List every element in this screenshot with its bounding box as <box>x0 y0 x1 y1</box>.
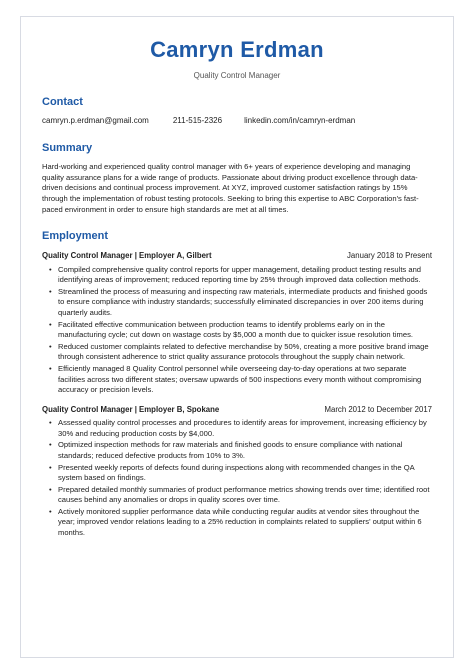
job-bullets <box>42 265 432 396</box>
job-bullet: • Compiled comprehensive quality control reports for upper management, detailing product testing results and identifying areas of improvement; reduced reporting time by 25% through improved data collection methods. <box>58 265 432 286</box>
job-bullet: • Assessed quality control processes and procedures to identify areas for improvement, increasing efficiency by 30% and reducing production costs by $4,000. <box>58 418 432 439</box>
contact-linkedin[interactable]: linkedin.com/in/camryn-erdman <box>244 116 356 126</box>
summary-text: Hard-working and experienced quality control manager with 6+ years of experience developing and managing quality assurance plans for a wide range of products. Passionate about driving product excellence through data-driven decisions and continual process improvement. At XYZ, improved customer satisfaction ratings by 15% through the implementation of robust testing protocols. Seeking to bring this expertise to ABC Corporation's fast-paced environment in order to ensure high standards are met at all times. <box>42 162 419 214</box>
summary-section <box>42 142 432 215</box>
employment-heading: Employment <box>42 230 109 243</box>
contact-email[interactable]: camryn.p.erdman@gmail.com <box>42 116 149 126</box>
job-bullet: • Presented weekly reports of defects found during inspections along with recommended changes in the QA system based on findings. <box>58 463 432 484</box>
resume-content <box>20 16 454 539</box>
job-bullet: • Prepared detailed monthly summaries of product performance metrics showing trends over time; identified root causes behind any anomalies or drops in quality scores over time. <box>58 485 432 506</box>
job-role: Quality Control Manager | Employer A, Gilbert <box>42 251 212 261</box>
job-entry-employer-b <box>42 405 432 539</box>
summary-heading: Summary <box>42 141 93 154</box>
contact-phone: 211-515-2326 <box>172 116 223 126</box>
candidate-title: Quality Control Manager <box>193 71 281 81</box>
candidate-name: Camryn Erdman <box>150 37 324 62</box>
job-bullets <box>42 418 432 539</box>
job-header <box>42 251 432 260</box>
job-entry-employer-a <box>42 251 432 395</box>
job-bullet: • Streamlined the process of measuring and inspecting raw materials, intermediate products and finished goods to ensure compliance with industry standards; successfully eliminated discrepancies in over 200 items during quarterly audits. <box>58 287 432 319</box>
job-role: Quality Control Manager | Employer B, Spokane <box>42 404 220 414</box>
contact-section <box>42 96 432 126</box>
job-header <box>42 405 432 414</box>
employment-section <box>42 230 432 539</box>
job-bullet: • Actively monitored supplier performance data while conducting regular audits at vendor sites throughout the year; improved vendor relations leading to a 25% reduction in complaints related to suppliers' output within 6 months. <box>58 507 432 539</box>
job-bullet: • Reduced customer complaints related to defective merchandise by 50%, creating a more positive brand image through consistent adherence to strict quality assurance protocols throughout the supply chain network. <box>58 342 432 363</box>
job-bullet: • Facilitated effective communication between production teams to identify problems early on in the manufacturing cycle; cut down on wastage costs by $5,000 a month due to quicker issue resolution times. <box>58 320 432 341</box>
job-dates: January 2018 to Present <box>347 251 432 261</box>
job-bullet: • Optimized inspection methods for raw materials and finished goods to ensure compliance with national standards; reduced defective products from 10% to 3%. <box>58 440 432 461</box>
contact-heading: Contact <box>42 96 83 109</box>
job-dates: March 2012 to December 2017 <box>324 404 432 414</box>
contact-row <box>42 116 432 126</box>
job-bullet: • Efficiently managed 8 Quality Control personnel while overseeing day-to-day operations at two separate facilities across two different states; oversaw upwards of 500 inspections every month without compromising accuracy or precision levels. <box>58 364 432 396</box>
